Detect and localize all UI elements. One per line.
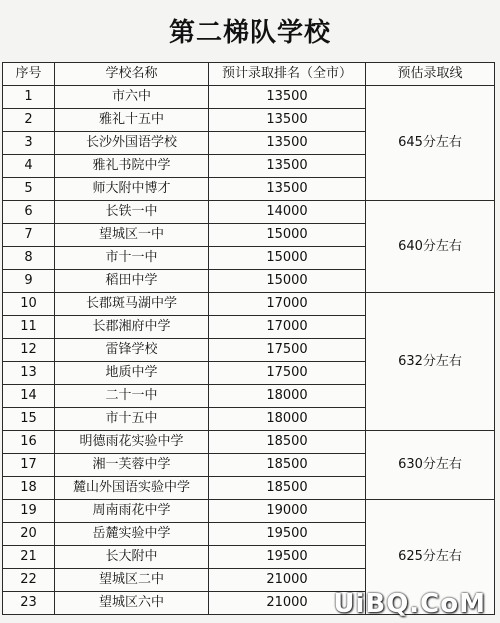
row-no: 21 bbox=[3, 546, 55, 569]
table-row bbox=[3, 201, 495, 224]
row-school: 雅礼十五中 bbox=[55, 109, 209, 132]
row-school: 长铁一中 bbox=[55, 201, 209, 224]
row-no: 6 bbox=[3, 201, 55, 224]
row-no: 8 bbox=[3, 247, 55, 270]
row-rank: 18500 bbox=[209, 477, 366, 500]
row-school: 明德雨花实验中学 bbox=[55, 431, 209, 454]
row-no: 5 bbox=[3, 178, 55, 201]
row-rank: 15000 bbox=[209, 270, 366, 293]
table-row bbox=[3, 293, 495, 316]
row-rank: 17000 bbox=[209, 316, 366, 339]
row-school: 二十一中 bbox=[55, 385, 209, 408]
row-rank: 18500 bbox=[209, 454, 366, 477]
header-line: 预估录取线 bbox=[366, 63, 495, 86]
row-no: 17 bbox=[3, 454, 55, 477]
row-school: 周南雨花中学 bbox=[55, 500, 209, 523]
row-no: 15 bbox=[3, 408, 55, 431]
row-rank: 13500 bbox=[209, 86, 366, 109]
row-no: 4 bbox=[3, 155, 55, 178]
row-no: 9 bbox=[3, 270, 55, 293]
row-rank: 18000 bbox=[209, 408, 366, 431]
table-body bbox=[3, 86, 495, 615]
row-rank: 13500 bbox=[209, 132, 366, 155]
row-no: 20 bbox=[3, 523, 55, 546]
table-row bbox=[3, 86, 495, 109]
row-no: 3 bbox=[3, 132, 55, 155]
row-no: 10 bbox=[3, 293, 55, 316]
row-no: 19 bbox=[3, 500, 55, 523]
row-no: 18 bbox=[3, 477, 55, 500]
admissions-table bbox=[2, 62, 495, 615]
row-school: 长大附中 bbox=[55, 546, 209, 569]
row-rank: 14000 bbox=[209, 201, 366, 224]
row-rank: 17000 bbox=[209, 293, 366, 316]
row-school: 望城区一中 bbox=[55, 224, 209, 247]
row-school: 岳麓实验中学 bbox=[55, 523, 209, 546]
header-rank: 预计录取排名（全市） bbox=[209, 63, 366, 86]
row-rank: 13500 bbox=[209, 155, 366, 178]
row-no: 1 bbox=[3, 86, 55, 109]
row-rank: 19500 bbox=[209, 546, 366, 569]
row-rank: 17500 bbox=[209, 362, 366, 385]
row-no: 11 bbox=[3, 316, 55, 339]
row-rank: 21000 bbox=[209, 592, 366, 615]
row-school: 地质中学 bbox=[55, 362, 209, 385]
page-title: 第二梯队学校 bbox=[168, 17, 331, 48]
watermark-logo: UiBQ.CoM bbox=[333, 589, 486, 619]
row-rank: 21000 bbox=[209, 569, 366, 592]
row-rank: 15000 bbox=[209, 224, 366, 247]
row-school: 望城区二中 bbox=[55, 569, 209, 592]
row-rank: 13500 bbox=[209, 178, 366, 201]
row-admission-line: 632分左右 bbox=[366, 293, 495, 431]
row-no: 14 bbox=[3, 385, 55, 408]
row-school: 市六中 bbox=[55, 86, 209, 109]
table-header-row bbox=[3, 63, 495, 86]
row-rank: 19000 bbox=[209, 500, 366, 523]
row-school: 市十五中 bbox=[55, 408, 209, 431]
row-school: 市十一中 bbox=[55, 247, 209, 270]
header-no: 序号 bbox=[3, 63, 55, 86]
table-row bbox=[3, 431, 495, 454]
row-rank: 18000 bbox=[209, 385, 366, 408]
row-no: 12 bbox=[3, 339, 55, 362]
header-school: 学校名称 bbox=[55, 63, 209, 86]
row-no: 7 bbox=[3, 224, 55, 247]
row-school: 长沙外国语学校 bbox=[55, 132, 209, 155]
row-school: 望城区六中 bbox=[55, 592, 209, 615]
row-school: 长郡斑马湖中学 bbox=[55, 293, 209, 316]
row-no: 22 bbox=[3, 569, 55, 592]
row-rank: 15000 bbox=[209, 247, 366, 270]
row-no: 16 bbox=[3, 431, 55, 454]
row-admission-line: 645分左右 bbox=[366, 86, 495, 201]
table-row bbox=[3, 500, 495, 523]
row-admission-line: 630分左右 bbox=[366, 431, 495, 500]
row-school: 雷锋学校 bbox=[55, 339, 209, 362]
row-school: 湘一芙蓉中学 bbox=[55, 454, 209, 477]
row-no: 2 bbox=[3, 109, 55, 132]
row-rank: 13500 bbox=[209, 109, 366, 132]
row-no: 13 bbox=[3, 362, 55, 385]
row-rank: 17500 bbox=[209, 339, 366, 362]
row-school: 雅礼书院中学 bbox=[55, 155, 209, 178]
row-school: 长郡湘府中学 bbox=[55, 316, 209, 339]
row-admission-line: 640分左右 bbox=[366, 201, 495, 293]
row-rank: 19500 bbox=[209, 523, 366, 546]
row-school: 稻田中学 bbox=[55, 270, 209, 293]
row-no: 23 bbox=[3, 592, 55, 615]
row-school: 麓山外国语实验中学 bbox=[55, 477, 209, 500]
row-admission-line: 625分左右 bbox=[366, 500, 495, 615]
row-school: 师大附中博才 bbox=[55, 178, 209, 201]
row-rank: 18500 bbox=[209, 431, 366, 454]
